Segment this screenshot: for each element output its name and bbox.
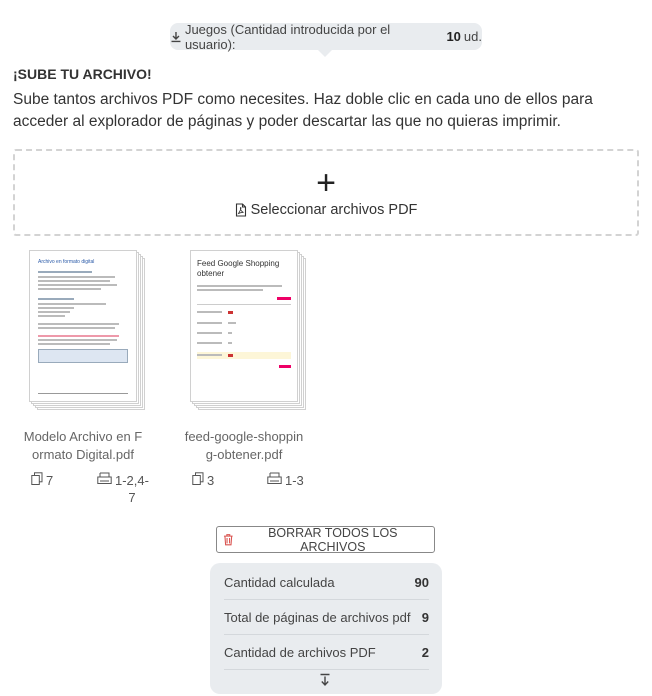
selected-pages-value: 7 — [128, 490, 136, 505]
file-name-line: g-obtener.pdf — [205, 447, 283, 462]
summary-value: 90 — [414, 574, 429, 590]
select-pdf-label: Seleccionar archivos PDF — [250, 201, 418, 218]
selected-pages-value: 1-3 — [285, 473, 304, 488]
delete-all-button[interactable] — [216, 526, 435, 553]
pdf-dropzone[interactable] — [13, 149, 639, 236]
pdf-thumbnail[interactable] — [27, 250, 147, 415]
pill-pointer — [318, 50, 332, 57]
summary-label: Cantidad calculada — [224, 574, 335, 590]
select-pdf-button[interactable] — [235, 202, 418, 218]
summary-row — [224, 635, 429, 670]
download-icon — [170, 31, 182, 43]
page-count — [31, 472, 53, 489]
printer-icon — [267, 472, 282, 485]
upload-description: Sube tantos archivos PDF como necesites. Haz doble clic en cada uno de ellos para acceder al explorador de páginas y poder descartar las que no quieras imprimir. — [13, 91, 593, 130]
summary-label: Cantidad de archivos PDF — [224, 644, 376, 660]
selected-pages — [267, 472, 304, 489]
page-count — [192, 472, 214, 489]
file-name-line: feed-google-shoppin — [184, 429, 304, 444]
summary-panel — [210, 563, 442, 694]
pages-icon — [31, 472, 43, 485]
selected-pages — [97, 472, 149, 506]
page-count-value: 7 — [46, 473, 54, 488]
selected-pages-value: 1-2,4- — [115, 473, 149, 488]
quantity-pill — [170, 23, 482, 50]
file-card[interactable] — [188, 250, 318, 415]
upload-heading: ¡SUBE TU ARCHIVO! — [13, 66, 152, 82]
quantity-value: 10 — [446, 29, 461, 44]
file-name — [179, 428, 309, 464]
summary-value: 2 — [421, 644, 429, 660]
delete-all-label: BORRAR TODOS LOS ARCHIVOS — [268, 525, 398, 554]
summary-row — [224, 565, 429, 600]
printer-icon — [97, 472, 112, 485]
page-count-value: 3 — [207, 473, 215, 488]
trash-icon — [223, 533, 234, 546]
quantity-unit: ud. — [463, 29, 482, 44]
summary-value: 9 — [421, 609, 429, 625]
expand-down-icon[interactable] — [318, 673, 332, 687]
file-card[interactable] — [27, 250, 157, 415]
file-name-line: ormato Digital.pdf — [32, 447, 134, 462]
quantity-label: Juegos (Cantidad introducida por el usuario): — [184, 21, 391, 52]
pages-icon — [192, 472, 204, 485]
file-name — [18, 428, 148, 464]
plus-icon[interactable]: + — [316, 163, 336, 202]
file-name-line: Modelo Archivo en F — [23, 429, 143, 444]
pdf-file-icon — [235, 203, 247, 217]
thumbnail-title: Feed Google Shopping obtener — [197, 259, 280, 278]
summary-row — [224, 600, 429, 635]
thumbnail-title: Archivo en formato digital — [38, 259, 95, 265]
summary-label: Total de páginas de archivos pdf — [224, 609, 411, 625]
pdf-thumbnail[interactable] — [188, 250, 308, 415]
